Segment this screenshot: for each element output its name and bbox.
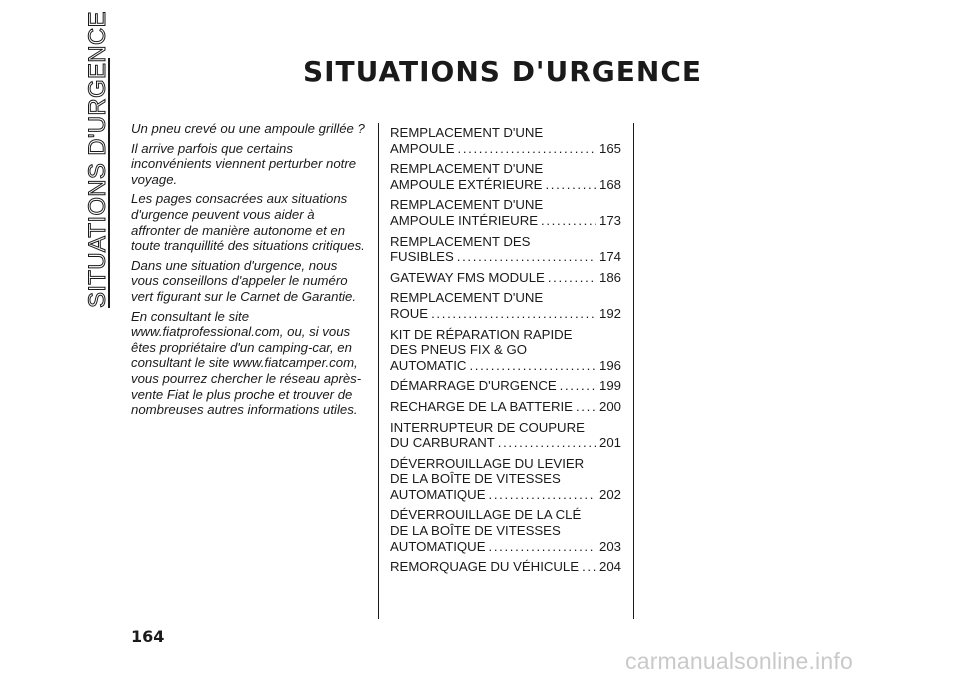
toc-entry-title-line: KIT DE RÉPARATION RAPIDE (390, 326, 573, 342)
toc-entry-title-line: INTERRUPTEUR DE COUPURE (390, 419, 585, 435)
side-tab (58, 11, 111, 308)
intro-paragraph: Un pneu crevé ou une ampoule grillée ? (131, 121, 365, 136)
column-divider-left (378, 123, 379, 619)
toc-page-number: 203 (598, 538, 621, 554)
column-divider-right (633, 123, 634, 619)
toc-page-number: 168 (598, 176, 621, 192)
toc-entry[interactable] (390, 270, 621, 286)
toc-entry-row (390, 435, 621, 451)
toc-entry-row (390, 539, 621, 555)
toc-entry-title-line: REMPLACEMENT D'UNE (390, 161, 544, 177)
toc-dot-leader (498, 435, 596, 451)
toc-entry[interactable] (390, 290, 621, 321)
toc-entry-title: AUTOMATIQUE (390, 538, 486, 554)
toc-entry-row (390, 399, 621, 415)
toc-page-number: 204 (598, 559, 621, 575)
toc-entry-title-line: REMPLACEMENT D'UNE (390, 125, 544, 140)
toc-entry-title: RECHARGE DE LA BATTERIE (390, 398, 573, 414)
page-number: 164 (131, 627, 165, 646)
toc-entry[interactable] (390, 197, 621, 228)
toc-entry-title: DÉMARRAGE D'URGENCE (390, 378, 557, 394)
toc-dot-leader (458, 141, 596, 157)
watermark: carmanualsonline.info (625, 648, 853, 674)
toc-entry-title-line: DÉVERROUILLAGE DU LEVIER (390, 455, 585, 471)
toc-page-number: 192 (598, 305, 621, 321)
toc-dot-leader (457, 249, 596, 265)
toc-entry[interactable] (390, 420, 621, 451)
toc-entry-title: DU CARBURANT (390, 435, 495, 451)
toc-entry-title-line: REMPLACEMENT D'UNE (390, 290, 544, 306)
toc-entry-row (390, 306, 621, 322)
toc-dot-leader (582, 559, 596, 575)
toc-page-number: 199 (598, 378, 621, 394)
toc-entry-title-line: REMPLACEMENT D'UNE (390, 197, 544, 213)
toc-entry-title-line: DES PNEUS FIX & GO (390, 342, 528, 358)
intro-paragraph: Les pages consacrées aux situations d'urgence peuvent vous aider à affronter de manière autonome et en toute tranquillité des situations critiques. (131, 191, 365, 254)
toc-page-number: 186 (598, 269, 621, 285)
toc-entry-title: AMPOULE INTÉRIEURE (390, 212, 539, 228)
page-title: SITUATIONS D'URGENCE (302, 55, 703, 88)
toc-entry-row (390, 358, 621, 374)
toc-dot-leader (431, 306, 596, 322)
toc-entry-title-line: DE LA BOÎTE DE VITESSES (390, 523, 561, 539)
toc-entry-title: REMORQUAGE DU VÉHICULE (390, 559, 580, 575)
toc-entry-row (390, 487, 621, 503)
toc-entry-row (390, 270, 621, 286)
toc-page-number: 174 (598, 249, 621, 265)
toc-entry[interactable] (390, 559, 621, 575)
toc-page-number: 196 (598, 357, 621, 373)
toc-entry-title-line: DE LA BOÎTE DE VITESSES (390, 471, 561, 487)
toc-dot-leader (489, 539, 596, 555)
toc-entry[interactable] (390, 507, 621, 554)
toc-page-number: 173 (598, 212, 621, 228)
intro-text (131, 121, 367, 422)
toc-entry[interactable] (390, 125, 621, 156)
side-tab-label: SITUATIONS D'URGENCE (84, 11, 111, 308)
toc-entry[interactable] (390, 399, 621, 415)
toc-dot-leader (548, 270, 596, 286)
toc-entry[interactable] (390, 161, 621, 192)
toc-dot-leader (469, 358, 596, 374)
toc-entry[interactable] (390, 456, 621, 503)
toc-dot-leader (560, 378, 596, 394)
intro-paragraph: Dans une situation d'urgence, nous vous conseillons d'appeler le numéro vert figurant sur le Carnet de Garantie. (131, 257, 357, 304)
toc-entry-row (390, 378, 621, 394)
toc-page-number: 200 (598, 398, 621, 414)
toc-entry-title: AMPOULE EXTÉRIEURE (390, 176, 543, 192)
toc-dot-leader (545, 177, 596, 193)
intro-paragraph: Il arrive parfois que certains inconvénients viennent perturber notre voyage. (131, 140, 357, 187)
toc-entry-title: AUTOMATIC (390, 357, 467, 373)
toc-entry-row (390, 177, 621, 193)
toc-page-number: 202 (598, 486, 621, 502)
toc-entry-row (390, 559, 621, 575)
toc-entry-title: GATEWAY FMS MODULE (390, 269, 545, 285)
toc-dot-leader (489, 487, 596, 503)
table-of-contents (390, 125, 621, 580)
toc-entry-row (390, 141, 621, 157)
toc-entry-title: AMPOULE (390, 140, 455, 156)
toc-entry-row (390, 249, 621, 265)
toc-entry-title: ROUE (390, 305, 429, 321)
toc-entry-title-line: REMPLACEMENT DES (390, 233, 531, 249)
toc-entry-row (390, 213, 621, 229)
toc-dot-leader (541, 213, 596, 229)
toc-page-number: 165 (598, 140, 621, 156)
toc-entry-title: FUSIBLES (390, 249, 454, 265)
toc-page-number: 201 (598, 435, 621, 451)
toc-entry[interactable] (390, 327, 621, 374)
intro-paragraph: En consultant le site www.fiatprofessional.com, ou, si vous êtes propriétaire d'un camping-car, en consultant le site www.fiatcamper.com, vous pourrez chercher le réseau après-vente Fiat le plus proche et trouver de nombreuses autres informations utiles. (131, 308, 362, 418)
toc-entry[interactable] (390, 378, 621, 394)
toc-entry[interactable] (390, 234, 621, 265)
toc-dot-leader (576, 399, 596, 415)
toc-entry-title: AUTOMATIQUE (390, 486, 486, 502)
toc-entry-title-line: DÉVERROUILLAGE DE LA CLÉ (390, 507, 582, 523)
